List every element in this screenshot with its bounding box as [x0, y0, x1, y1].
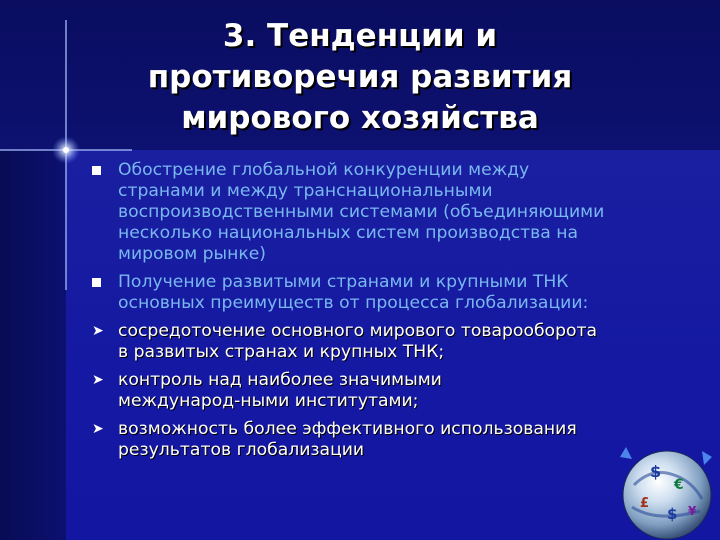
item-line: воспроизводственными системами (объединяющими — [118, 202, 605, 222]
globe-currency-icon — [612, 437, 718, 540]
item-line: международ-ными институтами; — [118, 391, 419, 411]
item-line: странами и между транснациональными — [118, 181, 493, 201]
slide-title — [80, 16, 640, 139]
arrow-bullet-icon: ➤ — [92, 372, 104, 388]
square-bullet-icon — [92, 278, 101, 287]
list-item — [92, 419, 702, 461]
item-line: сосредоточение основного мирового товарооборота — [118, 321, 598, 341]
item-line: в развитых странах и крупных ТНК; — [118, 342, 445, 362]
arrow-bullet-icon: ➤ — [92, 323, 104, 339]
svg-text:$: $ — [667, 505, 678, 523]
item-line: контроль над наиболее значимыми — [118, 370, 442, 390]
title-line: противоречия развития — [147, 59, 573, 95]
bullet-list — [92, 160, 702, 468]
item-line: мировом рынке) — [118, 244, 267, 264]
left-band — [0, 150, 66, 540]
list-item — [92, 272, 702, 314]
square-bullet-icon — [92, 166, 101, 175]
list-item — [92, 160, 702, 265]
item-line: основных преимуществ от процесса глобализации: — [118, 293, 589, 313]
svg-text:¥: ¥ — [688, 504, 697, 518]
svg-text:£: £ — [640, 496, 650, 511]
item-line: результатов глобализации — [118, 440, 365, 460]
item-line: Обострение глобальной конкуренции между — [118, 160, 530, 180]
list-item — [92, 370, 702, 412]
arrow-bullet-icon: ➤ — [92, 421, 104, 437]
title-line: мирового хозяйства — [181, 100, 539, 136]
title-line: 3. Тенденции и — [222, 18, 498, 54]
list-item — [92, 321, 702, 363]
item-line: несколько национальных систем производства на — [118, 223, 579, 243]
item-line: возможность более эффективного использования — [118, 419, 577, 439]
svg-text:$: $ — [650, 462, 662, 481]
svg-text:€: € — [674, 477, 684, 493]
item-line: Получение развитыми странами и крупными ТНК — [118, 272, 569, 292]
